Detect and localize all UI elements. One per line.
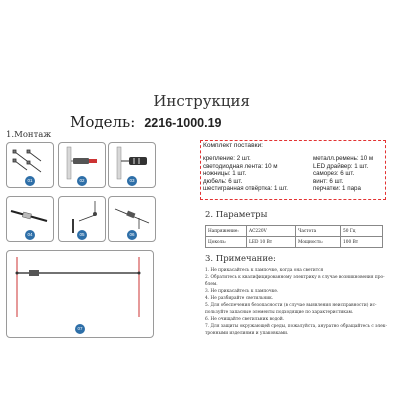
- note-line: 4. Не разбирайте светильник.: [205, 296, 274, 301]
- step-03-panel: [108, 142, 156, 188]
- package-contents-box: [200, 140, 386, 200]
- kit-item: саморез: 6 шт.: [313, 170, 355, 177]
- parameters-heading: 2. Параметры: [205, 210, 268, 220]
- step-05-badge: 05: [77, 230, 87, 240]
- step-06-badge: 06: [127, 230, 137, 240]
- package-contents-left: [203, 155, 288, 193]
- step-04-badge: 04: [25, 230, 35, 240]
- step-07-badge: 07: [75, 324, 85, 334]
- kit-item: крепление: 2 шт.: [203, 155, 251, 162]
- kit-item: винт: 6 шт.: [313, 177, 344, 185]
- note-line: 5. Для обеспечения безопасности (в случае выявления неисправности) ис-: [205, 303, 377, 308]
- step-07-panel: [6, 250, 154, 338]
- kit-item: LED драйвер: 1 шт.: [313, 162, 369, 170]
- note-line: 1. Не прикасайтесь к лампочке, когда она светится: [205, 268, 324, 273]
- table-cell: Частота: [296, 226, 341, 237]
- package-contents-title: Комплект поставки:: [203, 142, 263, 149]
- table-cell: LED 10 Вт: [247, 237, 296, 248]
- step-01-panel: [6, 142, 54, 188]
- table-cell: Напряжение:: [206, 226, 247, 237]
- table-row: [206, 226, 383, 237]
- kit-item: дюбель: 6 шт.: [203, 177, 243, 185]
- kit-item: перчатки: 1 пара: [313, 185, 361, 192]
- notes-heading: 3. Примечание:: [205, 254, 276, 264]
- mounting-heading: 1.Монтаж: [6, 130, 52, 140]
- step-01-badge: 01: [25, 176, 35, 186]
- kit-item: металл.ремень: 10 м: [313, 155, 374, 162]
- kit-item: ножницы: 1 шт.: [203, 170, 247, 177]
- step-02-badge: 02: [77, 176, 87, 186]
- step-02-panel: [58, 142, 106, 188]
- note-line: блем.: [205, 282, 218, 287]
- document-title: Инструкция: [153, 92, 250, 110]
- note-line: 6. Не очищайте светильник водой.: [205, 317, 285, 322]
- note-line: 3. Не прикасайтесь к лампочке.: [205, 289, 279, 294]
- note-line: пользуйте запасные элементы подходящие по характеристикам.: [205, 310, 354, 315]
- step-06-panel: [108, 196, 156, 242]
- step-03-badge: 03: [127, 176, 137, 186]
- table-cell: 50 Гц: [341, 226, 383, 237]
- package-contents-right: [313, 155, 373, 193]
- table-cell: AC220V: [247, 226, 296, 237]
- parameters-table: [205, 225, 383, 248]
- table-cell: Цоколь:: [206, 237, 247, 248]
- table-cell: Мощность:: [296, 237, 341, 248]
- table-row: [206, 237, 383, 248]
- model-number: 2216-1000.19: [144, 116, 222, 130]
- model-line: [70, 112, 222, 131]
- notes-list: [205, 267, 387, 337]
- note-line: тронными изделиями и упаковками.: [205, 331, 289, 336]
- step-04-panel: [6, 196, 54, 242]
- note-line: 7. Для защиты окружающей среды, пожалуйста, ануратно обращайтесь с элек-: [205, 324, 387, 329]
- kit-item: светодиодная лента: 10 м: [203, 162, 278, 170]
- note-line: 2. Обратитесь к квалифицированному электрику в случае возникновения про-: [205, 275, 385, 280]
- model-label: Модель:: [70, 113, 136, 131]
- kit-item: шестигранная отвёртка: 1 шт.: [203, 185, 288, 192]
- step-05-panel: [58, 196, 106, 242]
- table-cell: 100 Вт: [341, 237, 383, 248]
